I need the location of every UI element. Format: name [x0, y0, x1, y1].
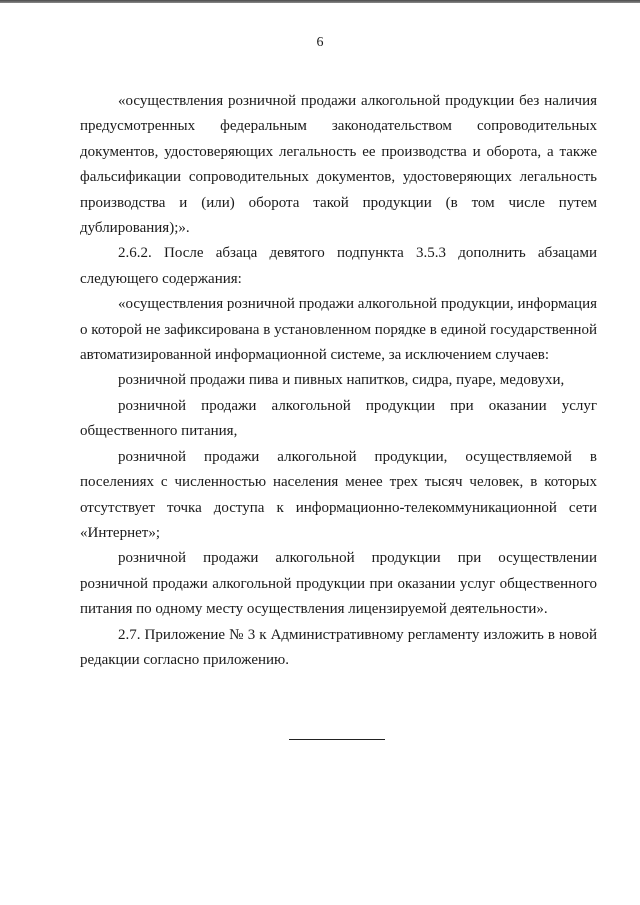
paragraph-2-7: 2.7. Приложение № 3 к Административному регламенту изложить в новой редакции согласно приложению. [80, 626, 597, 668]
paragraph-fake-documents-clause: «осуществления розничной продажи алкогольной продукции без наличия предусмотренных федеральным законодательством сопроводительных документов, удостоверяющих легальность ее производства и оборота, а также фальсификации сопроводительных документов, удостоверяющих легальность производства и (или) оборота такой продукции (в том числе путем дублирования);». [80, 93, 597, 237]
paragraph-exception-catering: розничной продажи алкогольной продукции при оказании услуг общественного питания, [80, 397, 597, 440]
paragraph-exception-retail-at-catering: розничной продажи алкогольной продукции при осуществлении розничной продажи алкогольной продукции при оказании услуг общественного питания по одному месту осуществления лицензируемой деятельности». [80, 550, 597, 618]
end-divider-line [289, 739, 385, 740]
page-top-edge [0, 0, 640, 3]
paragraph-exception-small-settlements: розничной продажи алкогольной продукции, осуществляемой в поселениях с численностью населения менее трех тысяч человек, в которых отсутствует точка доступа к информационно-телекоммуникационной сети «Интернет»; [80, 448, 597, 541]
paragraph-exception-beer: розничной продажи пива и пивных напитков, сидра, пуаре, медовухи, [118, 372, 565, 389]
paragraph-2-6-2: 2.6.2. После абзаца девятого подпункта 3.5.3 дополнить абзацами следующего содержания: [80, 245, 597, 287]
page-number: 6 [316, 35, 324, 50]
paragraph-egais-clause: «осуществления розничной продажи алкогольной продукции, информация о которой не зафиксирована в установленном порядке в единой государственной автоматизированной информационной системе, за исключением случаев: [80, 296, 597, 364]
document-body [80, 89, 597, 673]
